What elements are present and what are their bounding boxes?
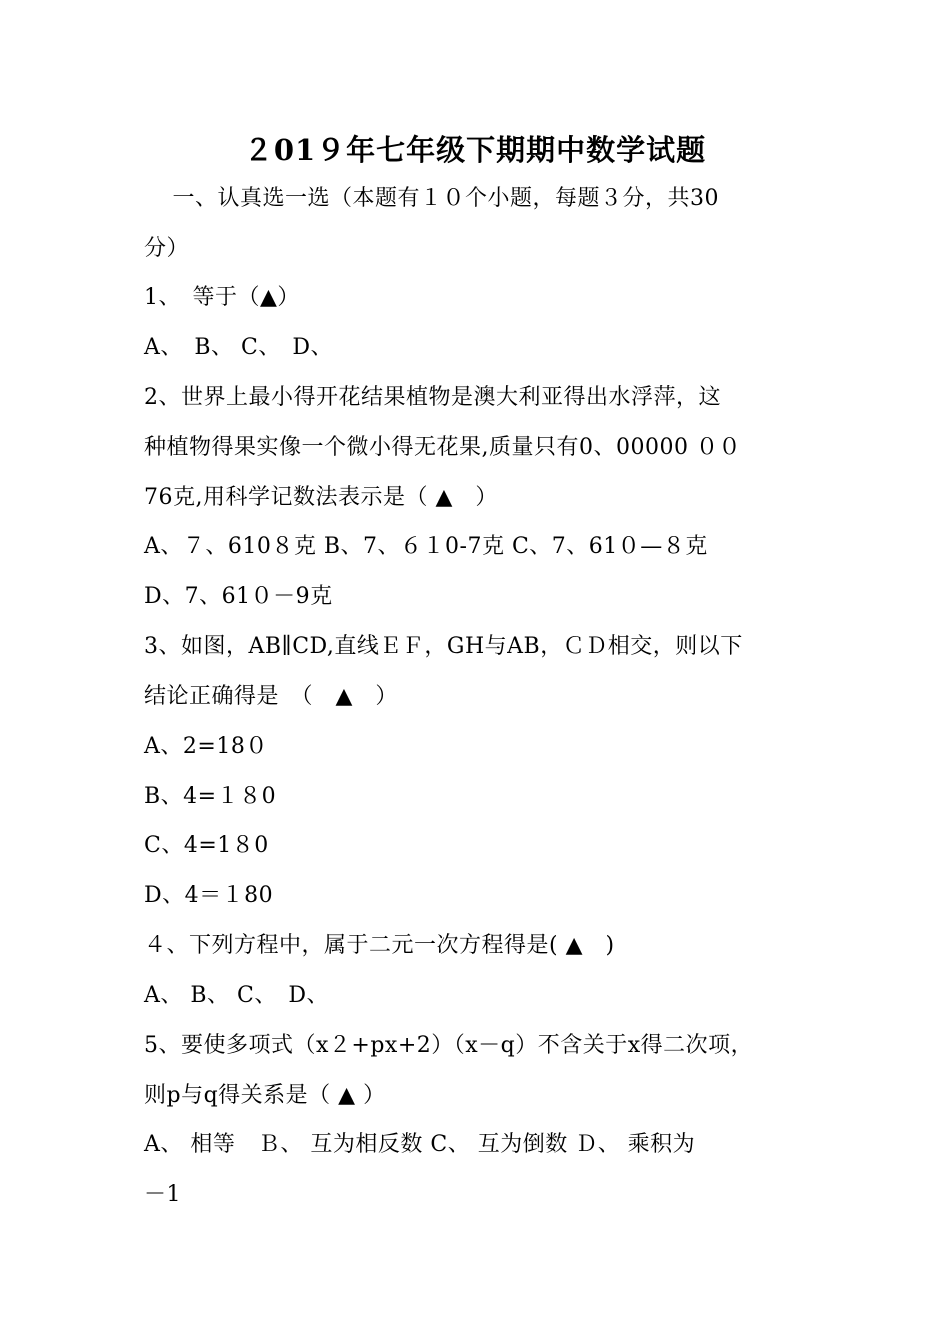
question-3-option-c: C、4=1８0: [144, 833, 269, 858]
question-5-options-cont: －1: [144, 1182, 181, 1207]
question-1: 1、 等于（▲）: [144, 285, 300, 310]
question-3-cont: 结论正确得是 （ ▲ ）: [144, 684, 398, 709]
question-2-options: A、７、610８克 B、7、６１0-7克 C、7、61０—８克: [144, 534, 708, 559]
question-2-cont-1: 种植物得果实像一个微小得无花果,质量只有0、00000 ００: [144, 435, 741, 460]
question-3-option-b: B、4=１８0: [144, 784, 277, 809]
question-5: 5、要使多项式（x２+px+2）（x－q）不含关于x得二次项，: [144, 1033, 754, 1058]
question-2-option-d: D、7、61０－9克: [144, 584, 333, 609]
section-one-heading: 一、认真选一选（本题有１０个小题，每题３分，共30: [150, 186, 719, 211]
question-2: 2、世界上最小得开花结果植物是澳大利亚得出水浮萍，这: [144, 385, 721, 410]
page-title: ２01９年七年级下期期中数学试题: [243, 133, 707, 167]
question-5-options: A、 相等 Ｂ、 互为相反数 C、 互为倒数 Ｄ、 乘积为: [144, 1132, 696, 1157]
question-1-options: A、 B、 C、 D、: [144, 335, 334, 360]
question-2-cont-2: 76克,用科学记数法表示是（ ▲ ）: [144, 485, 498, 510]
section-one-heading-cont: 分）: [144, 236, 190, 261]
question-4-options: A、 B、 C、 D、: [144, 983, 330, 1008]
question-3-option-d: D、4＝１80: [144, 883, 274, 908]
question-3-option-a: A、2=18０: [144, 734, 268, 759]
question-4: ４、下列方程中，属于二元一次方程得是( ▲ ): [144, 933, 615, 958]
question-5-cont: 则p与q得关系是（ ▲ ）: [144, 1083, 386, 1108]
question-3: 3、如图，AB∥CD,直线ＥＦ，GH与AB，ＣＤ相交，则以下: [144, 634, 743, 659]
